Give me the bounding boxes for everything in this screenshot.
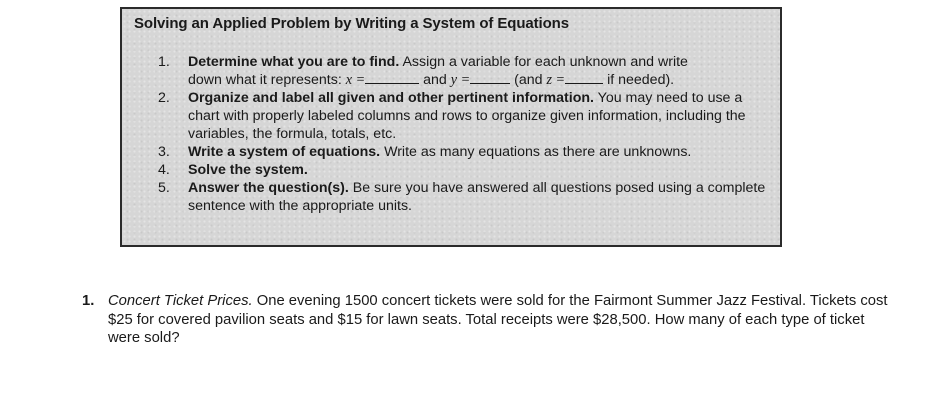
step-heading: Determine what you are to find. (188, 54, 400, 70)
box-title: Solving an Applied Problem by Writing a System of Equations (134, 15, 569, 32)
x-blank (365, 71, 419, 84)
step-heading: Write a system of equations. (188, 144, 381, 160)
problem-1 (82, 292, 900, 348)
problem-body (108, 292, 900, 348)
step-number: 1. (158, 54, 170, 70)
and-text: and (423, 72, 447, 88)
step-text: Assign a variable for each unknown and write (402, 54, 688, 70)
step-heading: Organize and label all given and other pertinent information. (188, 90, 594, 106)
step-5 (158, 179, 776, 215)
procedure-box (120, 7, 782, 247)
y-blank (470, 71, 510, 84)
step-text: Be sure you have answered all questions posed using a complete sentence with the appropriate units. (188, 180, 766, 214)
step-number: 2. (158, 90, 170, 106)
if-needed-text: if needed). (607, 72, 675, 88)
step-heading: Solve the system. (188, 162, 308, 178)
y-variable: y = (450, 72, 471, 88)
problem-title: Concert Ticket Prices. (108, 293, 253, 309)
z-blank (565, 71, 603, 84)
step-3 (158, 143, 776, 161)
z-variable: z = (546, 72, 566, 88)
step-number: 5. (158, 180, 170, 196)
step-text: Write as many equations as there are unknowns. (384, 144, 692, 160)
step-text-continued: down what it represents: (188, 72, 342, 88)
problem-number: 1. (82, 293, 95, 309)
step-heading: Answer the question(s). (188, 180, 349, 196)
step-number: 4. (158, 162, 170, 178)
x-variable: x = (345, 72, 366, 88)
step-2 (158, 89, 776, 143)
problem-text: One evening 1500 concert tickets were sold for the Fairmont Summer Jazz Festival. Tickets cost $25 for covered pavilion seats and $15 for lawn seats. Total receipts were $28,500. How many of each type of ticket were sold? (108, 293, 888, 346)
step-text: You may need to use a chart with properly labeled columns and rows to organize given information, including the variables, the formula, totals, etc. (188, 90, 746, 142)
step-number: 3. (158, 144, 170, 160)
step-1 (158, 53, 776, 89)
and-z-text: (and (514, 72, 543, 88)
steps-list (158, 53, 776, 215)
step-4 (158, 161, 776, 179)
